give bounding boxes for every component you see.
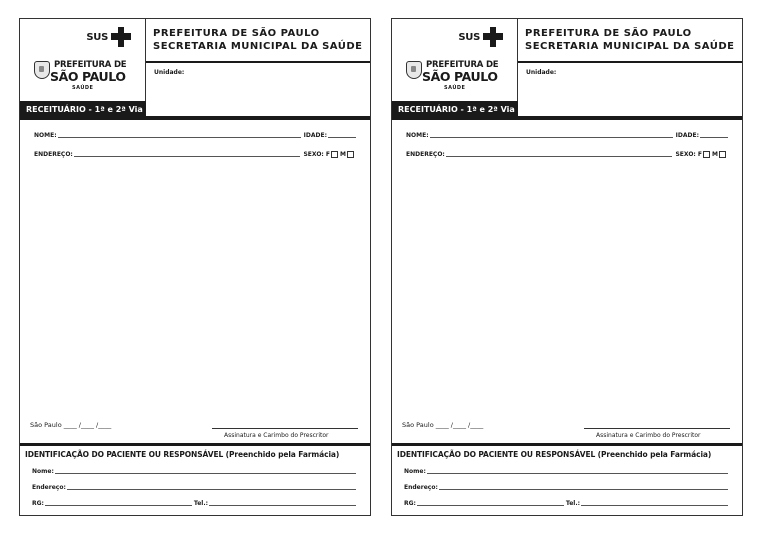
endereco-sexo-row bbox=[406, 146, 728, 158]
id-rg-label: RG: bbox=[32, 500, 44, 507]
id-tel-label: Tel.: bbox=[565, 500, 581, 507]
endereco-sexo-row bbox=[34, 146, 356, 158]
title-box bbox=[518, 19, 742, 63]
form-header bbox=[392, 19, 742, 119]
id-rg-tel-row bbox=[32, 497, 358, 507]
id-nome-label: Nome: bbox=[32, 468, 54, 475]
prescription-form-right bbox=[391, 18, 743, 516]
id-rg-tel-row bbox=[404, 497, 730, 507]
id-rg-field[interactable] bbox=[45, 500, 192, 506]
sexo-f-checkbox[interactable] bbox=[703, 151, 710, 158]
signature-line[interactable] bbox=[584, 428, 730, 429]
title-line1: PREFEITURA DE SÃO PAULO bbox=[153, 28, 320, 39]
city-crest-icon bbox=[34, 61, 50, 79]
prefeitura-line2: SÃO PAULO bbox=[50, 69, 126, 84]
id-endereco-row bbox=[404, 481, 730, 491]
title-line1: PREFEITURA DE SÃO PAULO bbox=[525, 28, 692, 39]
nome-label: NOME: bbox=[34, 132, 57, 139]
id-endereco-row bbox=[32, 481, 358, 491]
sus-logo bbox=[86, 27, 131, 47]
receituario-label: RECEITUÁRIO - 1ª e 2ª Via bbox=[20, 101, 146, 119]
prefeitura-logo bbox=[34, 59, 140, 95]
title-box bbox=[146, 19, 370, 63]
nome-label: NOME: bbox=[406, 132, 429, 139]
id-nome-row bbox=[32, 465, 358, 475]
sus-cross-icon bbox=[483, 27, 503, 47]
sus-text: SUS bbox=[458, 31, 480, 43]
idade-label: IDADE: bbox=[675, 132, 699, 139]
endereco-label: ENDEREÇO: bbox=[34, 151, 73, 158]
prefeitura-line3: SAÚDE bbox=[72, 85, 94, 91]
id-nome-row bbox=[404, 465, 730, 475]
nome-idade-row bbox=[34, 127, 356, 139]
id-endereco-field[interactable] bbox=[439, 484, 728, 490]
title-line2: SECRETARIA MUNICIPAL DA SAÚDE bbox=[153, 41, 363, 52]
signature-label: Assinatura e Carimbo do Prescritor bbox=[224, 432, 329, 439]
logo-box bbox=[20, 19, 146, 119]
prefeitura-line1: PREFEITURA DE bbox=[54, 60, 127, 70]
sus-logo bbox=[458, 27, 503, 47]
endereco-field[interactable] bbox=[446, 150, 673, 157]
id-tel-label: Tel.: bbox=[193, 500, 209, 507]
id-tel-field[interactable] bbox=[209, 500, 356, 506]
title-line2: SECRETARIA MUNICIPAL DA SAÚDE bbox=[525, 41, 735, 52]
sexo-m-checkbox[interactable] bbox=[347, 151, 354, 158]
id-rg-field[interactable] bbox=[417, 500, 564, 506]
endereco-field[interactable] bbox=[74, 150, 301, 157]
id-section-title: IDENTIFICAÇÃO DO PACIENTE OU RESPONSÁVEL (Preenchido pela Farmácia) bbox=[397, 450, 712, 459]
prefeitura-line1: PREFEITURA DE bbox=[426, 60, 499, 70]
signature-line[interactable] bbox=[212, 428, 358, 429]
header-divider bbox=[392, 116, 742, 120]
id-rg-label: RG: bbox=[404, 500, 416, 507]
receituario-label: RECEITUÁRIO - 1ª e 2ª Via bbox=[392, 101, 518, 119]
sexo-label: SEXO: F bbox=[675, 151, 703, 158]
signature-label: Assinatura e Carimbo do Prescritor bbox=[596, 432, 701, 439]
city-crest-icon bbox=[406, 61, 422, 79]
sexo-label: SEXO: F bbox=[303, 151, 331, 158]
id-tel-field[interactable] bbox=[581, 500, 728, 506]
prefeitura-logo bbox=[406, 59, 512, 95]
id-nome-label: Nome: bbox=[404, 468, 426, 475]
nome-field[interactable] bbox=[58, 131, 301, 138]
nome-idade-row bbox=[406, 127, 728, 139]
id-section-title: IDENTIFICAÇÃO DO PACIENTE OU RESPONSÁVEL (Preenchido pela Farmácia) bbox=[25, 450, 340, 459]
sexo-m-label: M bbox=[340, 151, 346, 158]
date-field[interactable]: São Paulo ____ /____ /____ bbox=[30, 421, 112, 429]
idade-label: IDADE: bbox=[303, 132, 327, 139]
id-divider bbox=[392, 443, 742, 446]
prescription-form-left bbox=[19, 18, 371, 516]
header-divider bbox=[20, 116, 370, 120]
sexo-m-checkbox[interactable] bbox=[719, 151, 726, 158]
id-divider bbox=[20, 443, 370, 446]
sus-cross-icon bbox=[111, 27, 131, 47]
unidade-label: Unidade: bbox=[526, 69, 557, 76]
id-endereco-label: Endereço: bbox=[32, 484, 66, 491]
logo-box bbox=[392, 19, 518, 119]
prefeitura-line3: SAÚDE bbox=[444, 85, 466, 91]
date-field[interactable]: São Paulo ____ /____ /____ bbox=[402, 421, 484, 429]
sexo-m-label: M bbox=[712, 151, 718, 158]
id-nome-field[interactable] bbox=[55, 468, 356, 474]
form-header bbox=[20, 19, 370, 119]
unidade-label: Unidade: bbox=[154, 69, 185, 76]
prefeitura-line2: SÃO PAULO bbox=[422, 69, 498, 84]
nome-field[interactable] bbox=[430, 131, 673, 138]
sexo-f-checkbox[interactable] bbox=[331, 151, 338, 158]
id-endereco-field[interactable] bbox=[67, 484, 356, 490]
id-endereco-label: Endereço: bbox=[404, 484, 438, 491]
endereco-label: ENDEREÇO: bbox=[406, 151, 445, 158]
idade-field[interactable] bbox=[700, 131, 728, 138]
sus-text: SUS bbox=[86, 31, 108, 43]
idade-field[interactable] bbox=[328, 131, 356, 138]
id-nome-field[interactable] bbox=[427, 468, 728, 474]
